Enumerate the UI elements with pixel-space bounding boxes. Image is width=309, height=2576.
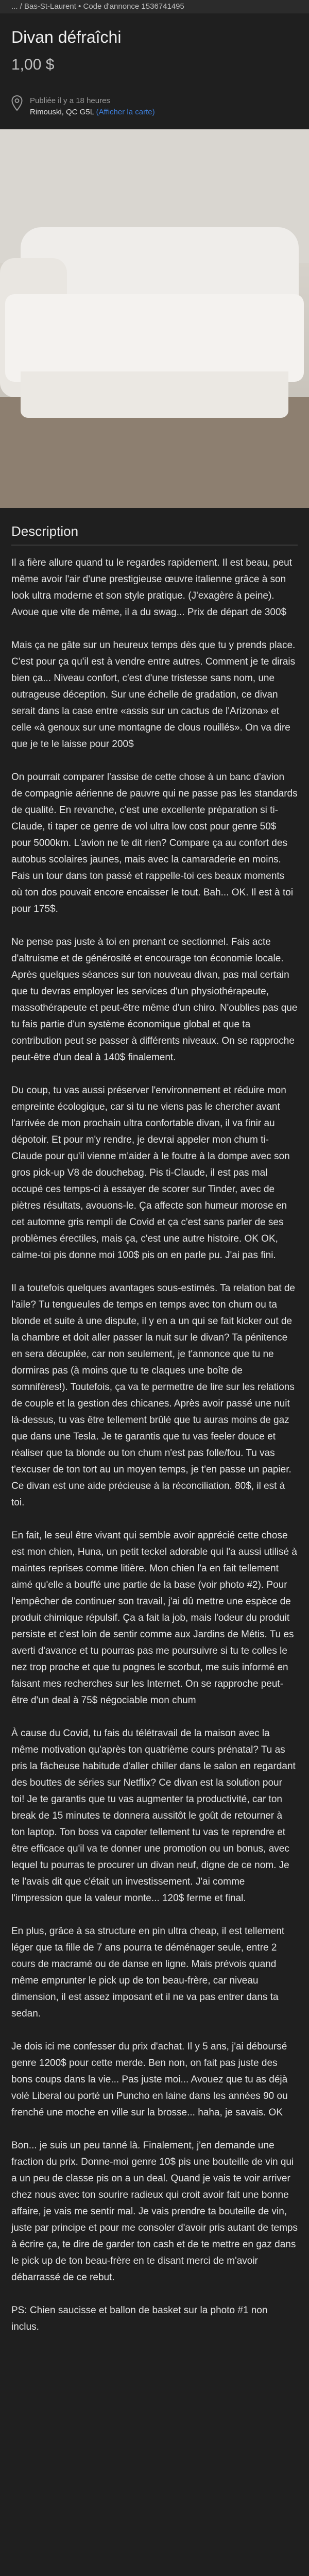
sofa-skirt: [21, 371, 288, 418]
description-paragraph: Je dois ici me confesser du prix d'achat. Il y 5 ans, j'ai déboursé genre 1200$ pour cette merde. Ben non, on fait pas juste des bons coups dans la vie... Pas juste moi... Avouez que tu as déjà volé Liberal ou porté un Puncho en laine dans les années 90 ou frenché une moche en ville sur la brosse... haha, je savais. OK: [11, 2041, 288, 2118]
description-paragraph: On pourrait comparer l'assise de cette chose à un banc d'avion de compagnie aérienne de pauvre qui ne passe pas les standards de qualité. En revanche, c'est une excellente préparation si ti-Claude, ti taper ce genre de vol ultra low cost pour genre 50$ pour 5000km. L'avion ne te dit rien? Compare ça au confort des autobus scolaires jaunes, mais avec la camaraderie en moins. Fais un tour dans ton passé et rappelle-toi ces beaux moments où ton dos pouvait encore encaisser le tout. Bah... OK. Il est à toi pour 175$.: [11, 772, 298, 914]
meta-lines: [30, 95, 155, 118]
description-body: [0, 546, 309, 2335]
description-paragraph: Il a toutefois quelques avantages sous-estimés. Ta relation bat de l'aile? Tu tengueules de temps en temps avec ton chum ou ta blonde et suite à une dispute, il y en a un qui se fait kicker out de la chambre et doit aller passer la nuit sur le divan? Ta pénitence en sera décuplée, car non seulement, je t'annonce que tu ne dormiras pas (à moins que tu te claques une boîte de somnifères!). Toutefois, ça va te permettre de lire sur les relations de couple et la gestion des chicanes. Après avoir passé une nuit là-dessus, tu vas être tellement brûlé que tu auras moins de gaz que dans une Tesla. Je te garantis que tu vas feeler douce et réaliser que ta blonde ou ton chum n'est pas folle/fou. Tu vas t'excuser de ton tort au un moyen temps, je t'en passe un papier. Ce divan est une aide précieuse à la réconciliation. 80$, il est à toi.: [11, 1283, 295, 1508]
description-paragraph: PS: Chien saucisse et ballon de basket sur la photo #1 non inclus.: [11, 2305, 268, 2332]
description-paragraph: Mais ça ne gâte sur un heureux temps dès que tu y prends place. C'est pour ça qu'il est à vendre entre autres. Comment je te dirais bien ça... Niveau confort, c'est d'une tristesse sans nom, une outrageuse déception. Sur une échelle de gradation, ce divan serait dans la case entre «assis sur un cactus de l'Arizona» et celle «à genoux sur une montagne de clous rouillés». On va dire que je te le laisse pour 200$: [11, 640, 296, 750]
breadcrumb-bar: [0, 0, 309, 13]
posted-time: Publiée il y a 18 heures: [30, 96, 110, 105]
location-line: [30, 107, 155, 118]
description-paragraph: À cause du Covid, tu fais du télétravail de la maison avec la même motivation qu'après ton quatrième cours prénatal? Tu as pris la fâcheuse habitude d'aller chiller dans le salon en regardant des bouttes de séries sur Netflix? Ce divan est la solution pour toi! Je te garantis que tu vas augmenter ta productivité, car ton break de 15 minutes te donnera aussitôt le goût de retourner à ton laptop. Ton boss va capoter tellement tu vas te reprendre et être efficace qu'il va te donner une promotion ou un bonus, avec lequel tu pourras te procurer un divan neuf, digne de ce nom. Je te l'avais dit que c'était un investissement. J'ai comme l'impression que la valeur monte... 120$ ferme et final.: [11, 1728, 296, 1904]
listing-header: [0, 13, 309, 118]
listing-photo[interactable]: [0, 129, 309, 508]
description-paragraph: Du coup, tu vas aussi préserver l'environnement et réduire mon empreinte écologique, car si tu ne viens pas le chercher avant l'arrivée de mon prochain ultra confortable divan, il va finir au dépotoir. Et pour m'y rendre, je devrai appeler mon chum ti-Claude pour qu'il vienne m'aider à le foutre à la dompe avec son gros pick-up V8 de douchebag. Pis ti-Claude, il est pas mal occupé ces temps-ci à essayer de scorer sur Tinder, avec de piètres résultats, avouons-le. Ça affecte son humeur morose en cet automne gris rempli de Covid et ça c'est sans parler de ses problèmes érectiles, mais ça, c'est une autre histoire. OK OK, calme-toi pis donne moi 100$ pis on en parle pu. J'ai pas fini.: [11, 1085, 290, 1261]
breadcrumb-link[interactable]: ... / Bas-St-Laurent: [11, 2, 76, 11]
description-paragraph: En fait, le seul être vivant qui semble avoir apprécié cette chose est mon chien, Huna, un petit teckel adorable qui l'a aussi utilisé à maintes reprises comme litière. Mon chien l'a en fait tellement aimé qu'elle a bouffé une partie de la base (voir photo #2). Pour l'empêcher de continuer son travail, j'ai dû mettre une espèce de produit chimique répulsif. Ça a fait la job, mais l'odeur du produit persiste et c'est loin de sentir comme aux Jardins de Métis. Tu es averti d'avance et tu pourras pas me poursuivre si tu te colles le nez trop proche et que tu pognes le scorbut, me suis informé en faisant mes recherches sur les Internet. On se rapproche peut-être d'un deal à 75$ négociable mon chum: [11, 1530, 297, 1706]
sofa-seat: [5, 294, 304, 382]
description-paragraph: Il a fière allure quand tu le regardes rapidement. Il est beau, peut même avoir l'air d'une prestigieuse œuvre italienne grâce à son look ultra moderne et son style pratique. (J'exagère à peine). Avoue que vite de même, il a du swag... Prix de départ de 300$: [11, 557, 293, 618]
show-map-link[interactable]: (Afficher la carte): [96, 108, 155, 116]
listing-price: 1,00 $: [11, 56, 55, 73]
ad-code: Code d'annonce 1536741495: [83, 2, 184, 11]
map-pin-icon: [11, 95, 23, 111]
description-paragraph: En plus, grâce à sa structure en pin ultra cheap, il est tellement léger que ta fille de 7 ans pourra te déménager seule, entre 2 cours de macramé ou de danse en ligne. Mais prévois quand même emprunter le pick up de ton beau-frère, car niveau dimension, il est assez imposant et il ne va pas entrer dans ta sedan.: [11, 1926, 285, 2019]
location-text: Rimouski, QC G5L: [30, 108, 94, 116]
description-paragraph: Ne pense pas juste à toi en prenant ce sectionnel. Fais acte d'altruisme et de générosité et encourage ton économie locale. Après quelques séances sur ton nouveau divan, pas mal certain que tu devras employer les services d'un physiothérapeute, massothérapeute et peut-être même d'un chiro. N'oublies pas que tu fais partie d'un système économique global et que ta contribution peut se passer à différents niveaux. On se rapproche peut-être d'un deal à 140$ finalement.: [11, 937, 298, 1063]
description-paragraph: Bon... je suis un peu tanné là. Finalement, j'en demande une fraction du prix. Donne-moi genre 10$ pis une bouteille de vin qui a un peu de classe pis on a un deal. Quand je vais te voir arriver chez nous avec ton sourire radieux qui croit avoir fait une bonne affaire, je vais me sentir mal. Je vais prendre ta bouteille de vin, juste par principe et pour me consoler d'avoir pris autant de temps à écrire ça, te dire de garder ton cash et de te mettre en gaz dans le pick up de ton beau-frère en te disant merci de m'avoir débarrassé de ce rebut.: [11, 2140, 298, 2283]
description-heading: Description: [11, 523, 79, 539]
breadcrumb-separator: •: [76, 2, 83, 11]
listing-meta: [11, 95, 298, 118]
listing-title: Divan défraîchi: [11, 28, 122, 46]
